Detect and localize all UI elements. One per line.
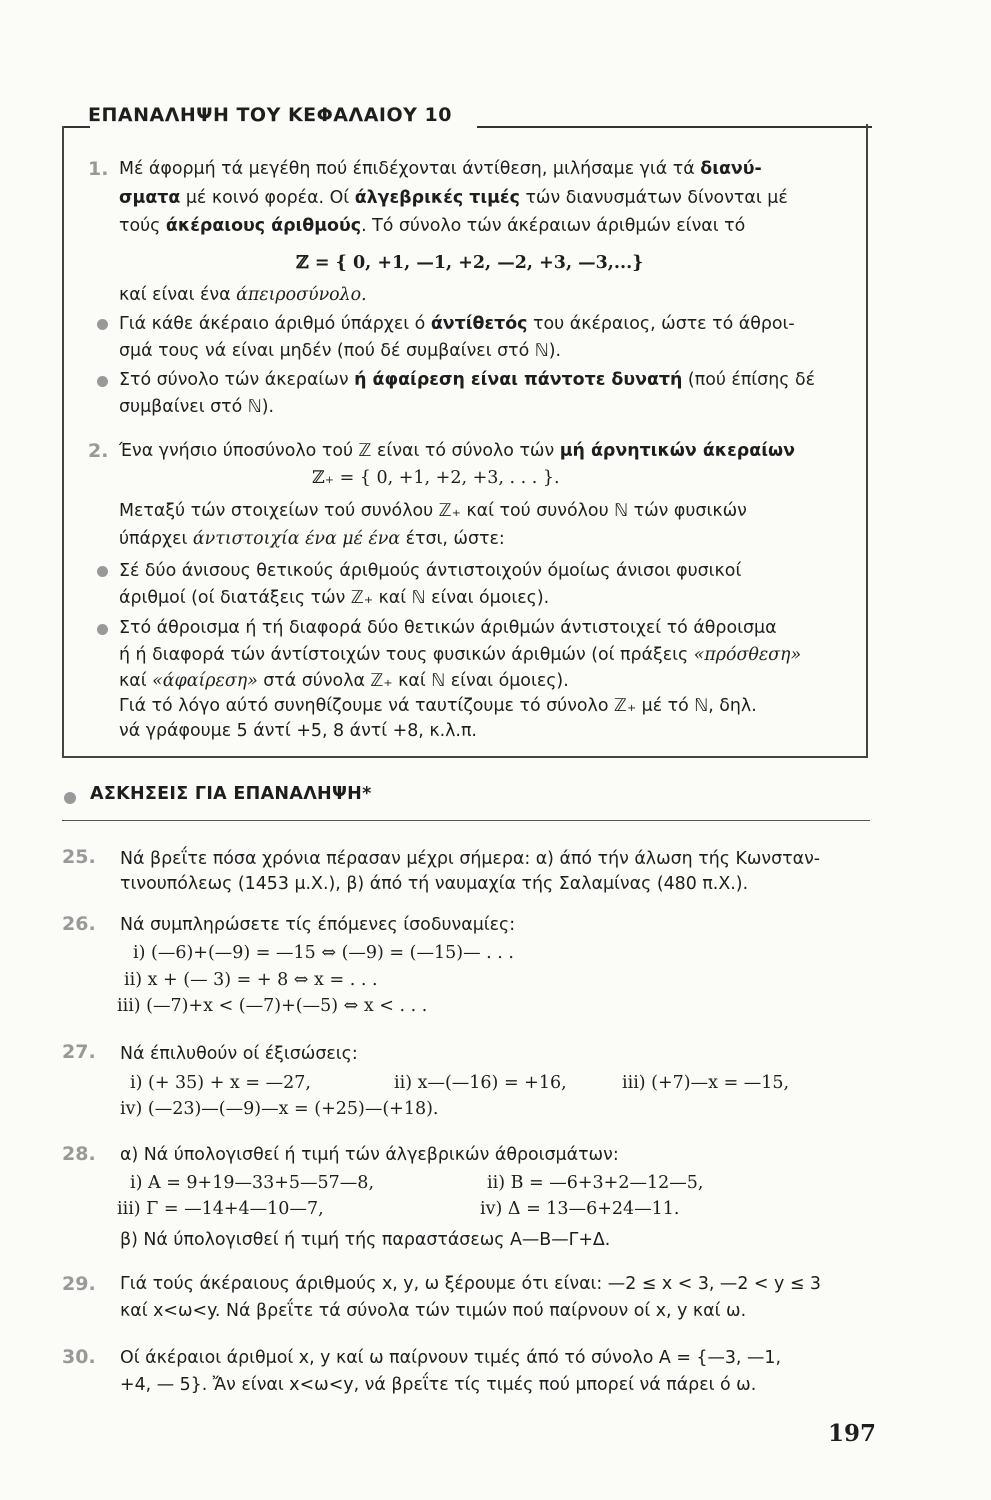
exercise-number-28: 28. [62, 1143, 96, 1165]
exercise-27-line-1: Νά έπιλυθούν οί έξισώσεις: [120, 1044, 358, 1064]
bullet-2-line-1: Στό σύνολο τών άκεραίων ή άφαίρεση είναι πάντοτε δυνατή (πού έπίσης δέ [119, 370, 815, 390]
exercise-30-line-2: +4, — 5}. Ἄν είναι x<ω<y, νά βρεΐτε τίς τιμές πού μπορεί νά πάρει ό ω. [120, 1375, 757, 1395]
exercise-number-26: 26. [62, 913, 96, 935]
exercise-number-27: 27. [62, 1041, 96, 1063]
bullet-4-line-3: καί «άφαίρεση» στά σύνολα ℤ₊ καί ℕ είναι όμοιες). [119, 671, 569, 691]
exercise-29-line-2: καί x<ω<y. Νά βρεΐτε τά σύνολα τών τιμών πού παίρνουν οί x, y καί ω. [120, 1301, 747, 1321]
section-rule [62, 820, 870, 821]
exercise-26-item-i: i) (—6)+(—9) = —15 ⇔ (—9) = (—15)— . . . [133, 943, 514, 963]
bullet-1-line-1: Γιά κάθε άκέραιο άριθμό ύπάρχει ό άντίθετός του άκέραιος, ώστε τό άθροι- [119, 314, 795, 334]
bullet-2-line-2: συμβαίνει στό ℕ). [119, 397, 275, 417]
exercise-number-29: 29. [62, 1273, 96, 1295]
exercise-30-line-1: Οί άκέραιοι άριθμοί x, y καί ω παίρνουν τιμές άπό τό σύνολο Α = {—3, —1, [120, 1348, 781, 1368]
chapter-review-title: ΕΠΑΝΑΛΗΨΗ ΤΟΥ ΚΕΦΑΛΑΙΟΥ 10 [88, 104, 462, 126]
exercise-27-item-i: i) (+ 35) + x = —27, [130, 1073, 311, 1093]
summary-3-line-1: Γιά τό λόγο αύτό συνηθίζουμε νά ταυτίζουμε τό σύνολο ℤ₊ μέ τό ℕ, δηλ. [119, 696, 757, 716]
exercise-28-line-1: α) Νά ύπολογισθεί ή τιμή τών άλγεβρικών άθροισμάτων: [120, 1145, 619, 1165]
exercise-26-item-ii: ii) x + (— 3) = + 8 ⇔ x = . . . [124, 970, 378, 990]
summary-2-line-2: Μεταξύ τών στοιχείων τού συνόλου ℤ₊ καί τού συνόλου ℕ τών φυσικών [119, 501, 747, 521]
exercise-26-item-iii: iii) (—7)+x < (—7)+(—5) ⇔ x < . . . [117, 996, 428, 1016]
exercise-27-item-ii: ii) x—(—16) = +16, [394, 1073, 567, 1093]
bullet-3-line-1: Σέ δύο άνισους θετικούς άριθμούς άντιστοιχούν όμοίως άνισοι φυσικοί [119, 561, 742, 581]
exercise-26-line-1: Νά συμπληρώσετε τίς έπόμενες ίσοδυναμίες: [120, 915, 516, 935]
bullet-icon [97, 566, 108, 577]
bullet-icon [97, 376, 108, 387]
summary-1-line-1: Μέ άφορμή τά μεγέθη πού έπιδέχονται άντίθεση, μιλήσαμε γιά τά διανύ- [119, 159, 762, 179]
bullet-4-line-2: ή ή διαφορά τών άντίστοιχών τους φυσικών άριθμών (οί πράξεις «πρόσθεση» [119, 645, 802, 665]
bullet-icon [97, 624, 108, 635]
exercise-27-item-iii: iii) (+7)—x = —15, [622, 1073, 790, 1093]
exercise-25-line-1: Νά βρεΐτε πόσα χρόνια πέρασαν μέχρι σήμερα: α) άπό τήν άλωση τής Κωνσταν- [120, 849, 821, 869]
exercise-28-item-iv: iv) Δ = 13—6+24—11. [480, 1199, 680, 1219]
exercise-number-25: 25. [62, 846, 96, 868]
summary-box-right-edge [866, 124, 868, 758]
exercise-number-30: 30. [62, 1346, 96, 1368]
summary-2-line-3: ύπάρχει άντιστοιχία ένα μέ ένα έτσι, ώστε: [119, 529, 505, 549]
exercise-28-item-i: i) A = 9+19—33+5—57—8, [130, 1173, 375, 1193]
bullet-icon [97, 319, 108, 330]
exercise-28-item-iii: iii) Γ = —14+4—10—7, [117, 1199, 324, 1219]
nonnegative-integers-formula: ℤ₊ = { 0, +1, +2, +3, . . . }. [312, 468, 560, 488]
exercise-27-item-iv: iv) (—23)—(—9)—x = (+25)—(+18). [120, 1099, 439, 1119]
exercise-28-line-2: β) Νά ύπολογισθεί ή τιμή τής παραστάσεως Α—Β—Γ+Δ. [120, 1230, 611, 1250]
bullet-4-line-1: Στό άθροισμα ή τή διαφορά δύο θετικών άριθμών άντιστοιχεί τό άθροισμα [119, 618, 777, 638]
exercise-28-item-ii: ii) B = —6+3+2—12—5, [487, 1173, 704, 1193]
page-number: 197 [828, 1420, 877, 1447]
bullet-1-line-2: σμά τους νά είναι μηδέν (πού δέ συμβαίνει στό ℕ). [119, 341, 562, 361]
exercise-29-line-1: Γιά τούς άκέραιους άριθμούς x, y, ω ξέρουμε ότι είναι: —2 ≤ x < 3, —2 < y ≤ 3 [120, 1274, 822, 1294]
summary-number-1: 1. [88, 158, 109, 180]
bullet-3-line-2: άριθμοί (οί διατάξεις τών ℤ₊ καί ℕ είναι όμοιες). [119, 588, 550, 608]
section-bullet-icon [64, 792, 76, 804]
exercises-section-title: ΑΣΚΗΣΕΙΣ ΓΙΑ ΕΠΑΝΑΛΗΨΗ* [90, 784, 372, 804]
summary-1-line-4: καί είναι ένα άπειροσύνολο. [119, 285, 367, 305]
summary-3-line-2: νά γράφουμε 5 άντί +5, 8 άντί +8, κ.λ.π. [119, 721, 477, 741]
summary-number-2: 2. [88, 440, 109, 462]
summary-2-line-1: Ένα γνήσιο ύποσύνολο τού ℤ είναι τό σύνολο τών μή άρνητικών άκεραίων [119, 441, 795, 461]
summary-1-line-3: τούς άκέραιους άριθμούς. Τό σύνολο τών άκέραιων άριθμών είναι τό [119, 216, 746, 236]
exercise-25-line-2: τινουπόλεως (1453 μ.Χ.), β) άπό τή ναυμαχία τής Σαλαμίνας (480 π.Χ.). [120, 874, 749, 894]
integers-set-formula: ℤ = { 0, +1, —1, +2, —2, +3, —3,...} [296, 253, 644, 273]
summary-1-line-2: σματα μέ κοινό φορέα. Οί άλγεβρικές τιμές τών διανυσμάτων δίνονται μέ [119, 188, 788, 208]
